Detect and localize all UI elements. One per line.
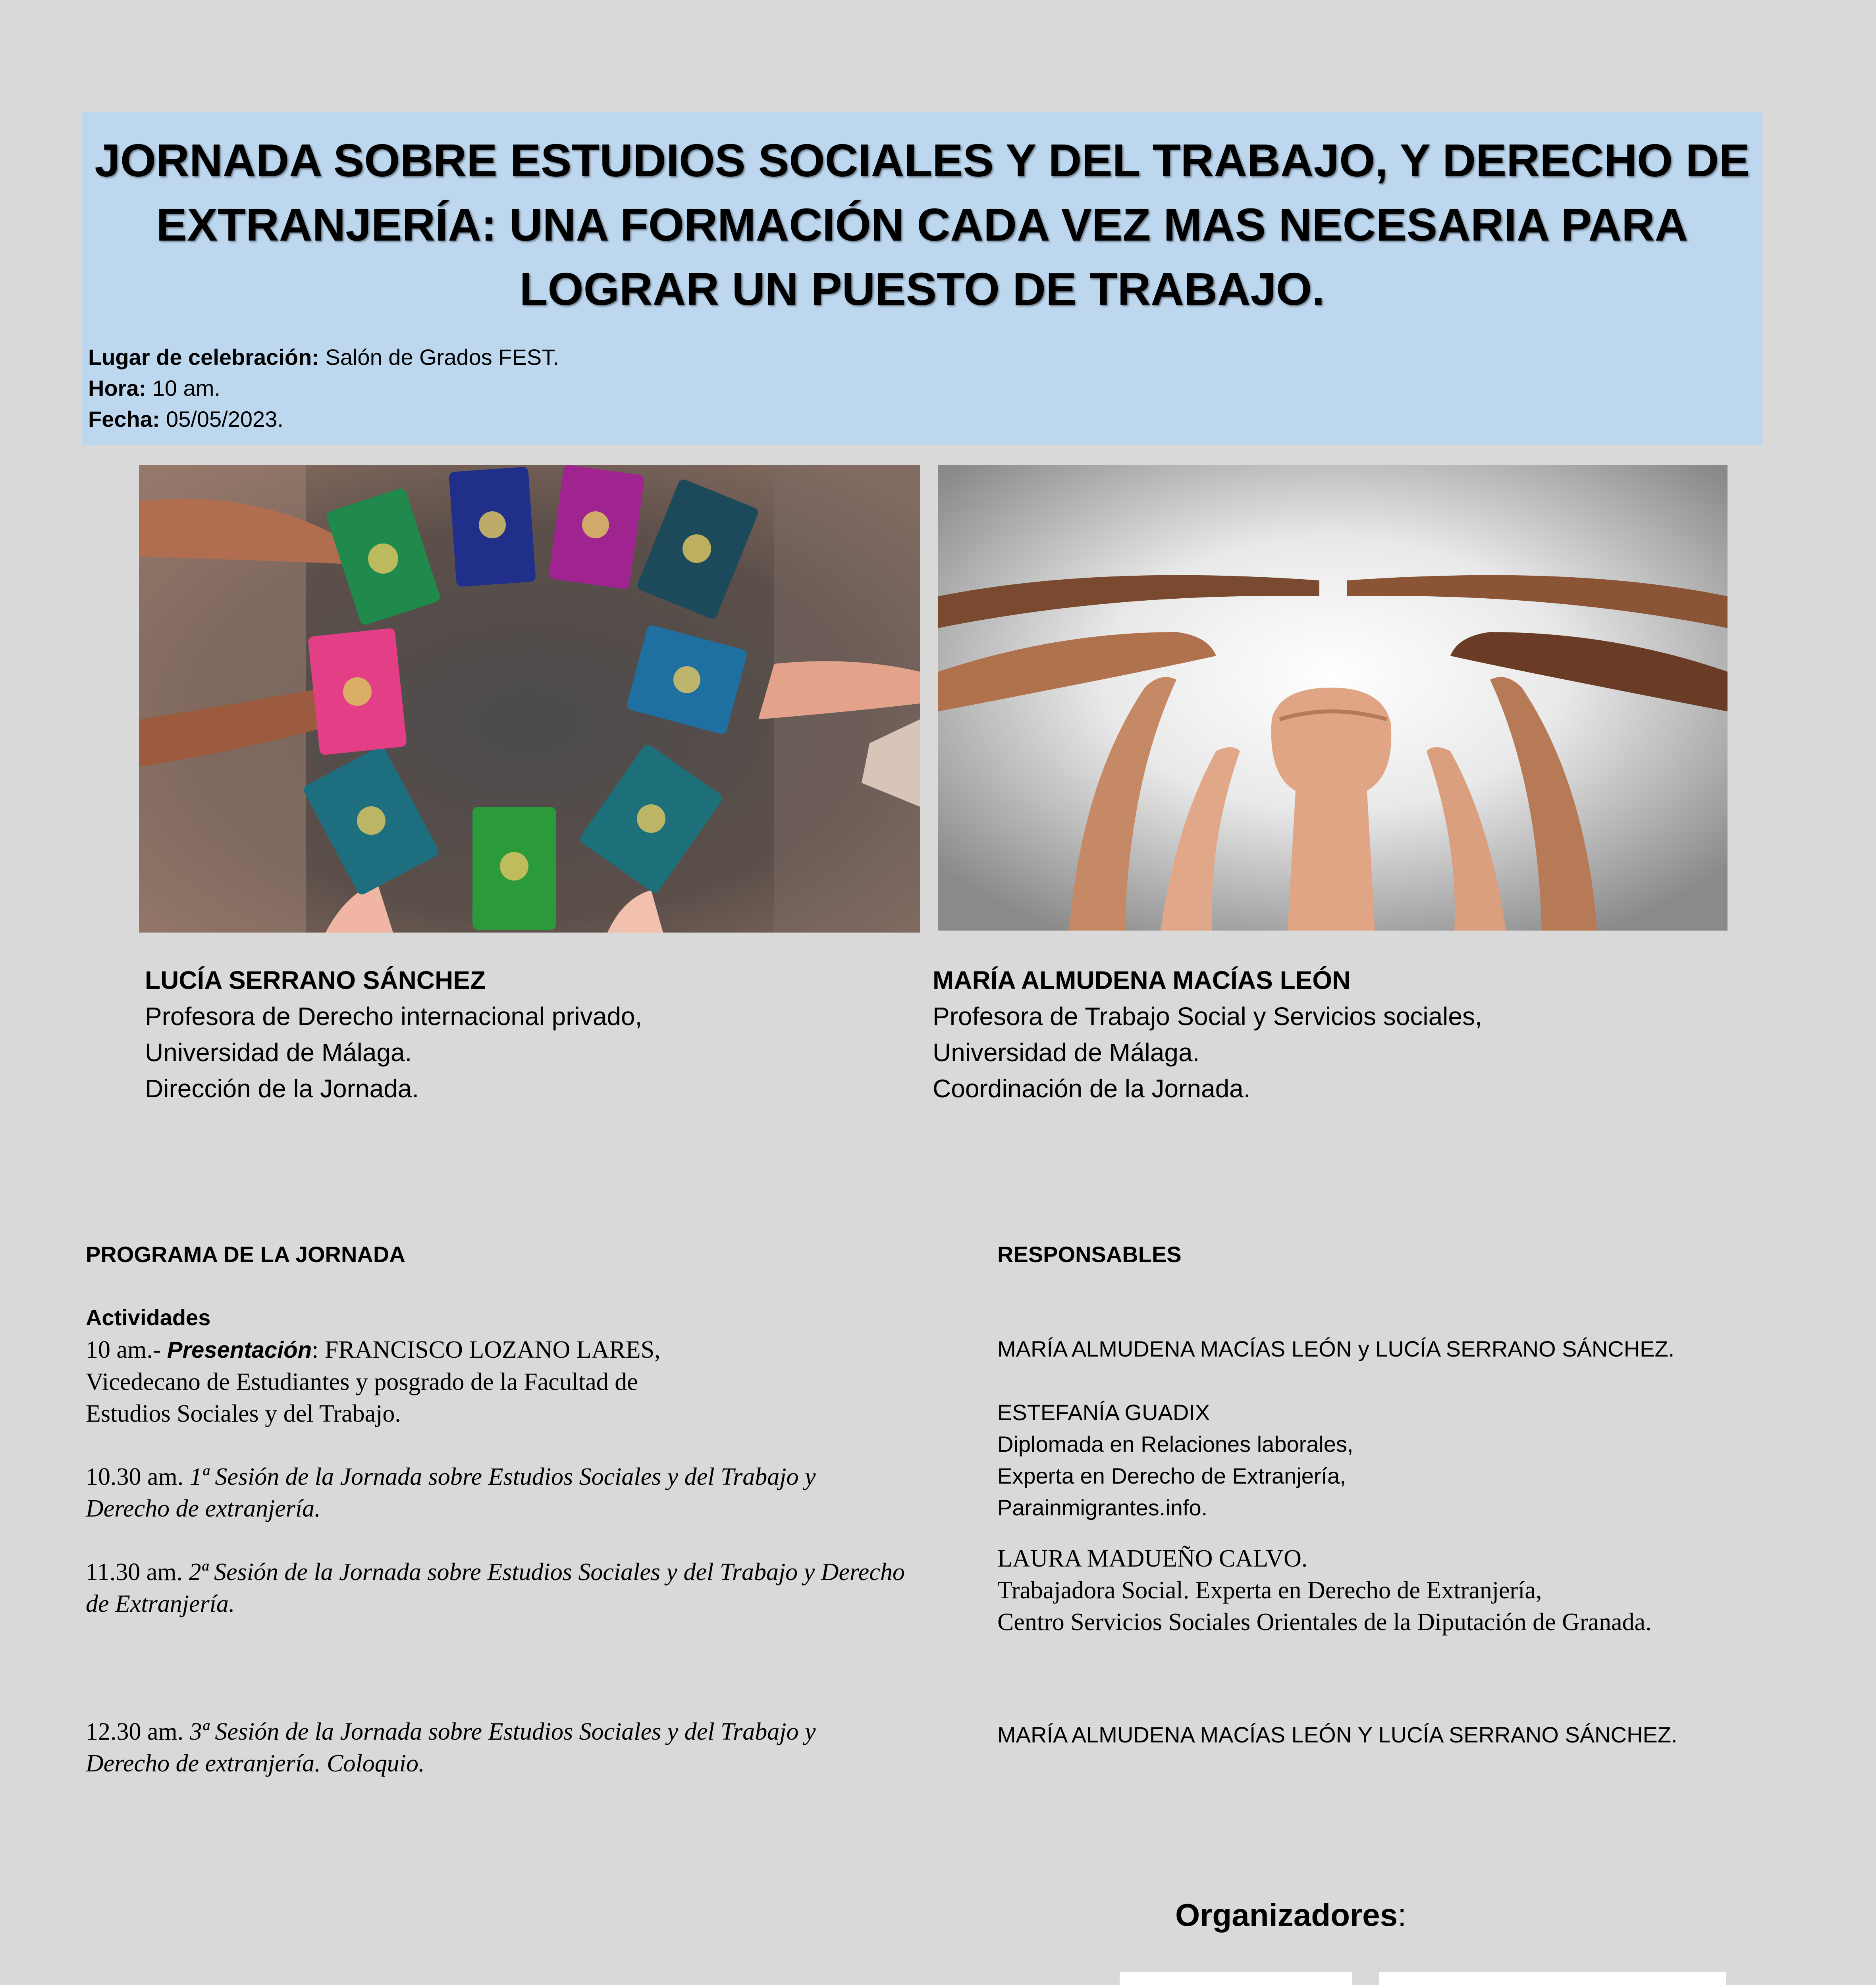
item4-line-1: 3ª Sesión de la Jornada sobre Estudios Sociales y del Trabajo y	[189, 1718, 816, 1745]
item1-text-3: Estudios Sociales y del Trabajo.	[86, 1400, 401, 1427]
speaker-1-institution: Universidad de Málaga.	[145, 1038, 412, 1067]
venue-label: Lugar de celebración:	[88, 345, 319, 370]
fest-people-icon	[1120, 1972, 1352, 1985]
time-value: 10 am.	[146, 376, 220, 401]
hands-photo	[938, 465, 1728, 931]
responsable-3-name: LAURA MADUEÑO CALVO.	[997, 1545, 1308, 1572]
item1-text-2: Vicedecano de Estudiantes y posgrado de la Facultad de	[86, 1368, 638, 1395]
speaker-2	[933, 962, 1482, 1107]
title-line-2: EXTRANJERÍA: UNA FORMACIÓN CADA VEZ MAS NECESARIA PARA	[156, 199, 1688, 251]
item3-time: 11.30 am.	[86, 1559, 189, 1586]
speaker-2-function: Coordinación de la Jornada.	[933, 1074, 1251, 1103]
header-banner	[82, 112, 1762, 445]
responsable-2-name: ESTEFANÍA GUADIX	[997, 1400, 1210, 1425]
speaker-1-function: Dirección de la Jornada.	[145, 1074, 419, 1103]
item2-line-1: 1ª Sesión de la Jornada sobre Estudios Sociales y del Trabajo y	[189, 1463, 816, 1490]
item2-line-2: Derecho de extranjería.	[86, 1495, 321, 1522]
title-line-3: LOGRAR UN PUESTO DE TRABAJO.	[519, 263, 1325, 315]
responsable-2	[997, 1397, 1353, 1524]
date-line	[88, 404, 283, 435]
speaker-2-name: MARÍA ALMUDENA MACÍAS LEÓN	[933, 966, 1351, 994]
program-item-presentation	[86, 1334, 661, 1430]
responsable-2-line-3: Parainmigrantes.info.	[997, 1495, 1208, 1520]
program-item-session-2	[86, 1556, 905, 1620]
activities-label: Actividades	[86, 1305, 211, 1330]
responsable-4: MARÍA ALMUDENA MACÍAS LEÓN Y LUCÍA SERRANO SÁNCHEZ.	[997, 1722, 1677, 1747]
venue-value: Salón de Grados FEST.	[319, 345, 559, 370]
date-label: Fecha:	[88, 407, 160, 432]
organizers-label-text: Organizadores	[1175, 1897, 1398, 1933]
organizers-label	[1175, 1897, 1406, 1933]
speaker-1-role: Profesora de Derecho internacional privado,	[145, 1002, 642, 1031]
time-label: Hora:	[88, 376, 147, 401]
speaker-1-name: LUCÍA SERRANO SÁNCHEZ	[145, 966, 486, 994]
title-line-1: JORNADA SOBRE ESTUDIOS SOCIALES Y DEL TRABAJO, Y DERECHO DE	[94, 135, 1750, 186]
responsable-1: MARÍA ALMUDENA MACÍAS LEÓN y LUCÍA SERRANO SÁNCHEZ.	[997, 1336, 1675, 1361]
item4-time: 12.30 am.	[86, 1718, 190, 1745]
date-value: 05/05/2023.	[160, 407, 283, 432]
speaker-2-role: Profesora de Trabajo Social y Servicios sociales,	[933, 1002, 1482, 1031]
speaker-2-institution: Universidad de Málaga.	[933, 1038, 1200, 1067]
program-item-session-1	[86, 1461, 816, 1524]
responsable-3-line-2: Centro Servicios Sociales Orientales de la Diputación de Granada.	[997, 1609, 1652, 1636]
responsable-3-line-1: Trabajadora Social. Experta en Derecho de Extranjería,	[997, 1577, 1542, 1604]
responsable-3	[997, 1543, 1652, 1638]
item1-label: Presentación	[167, 1337, 312, 1363]
responsable-2-line-2: Experta en Derecho de Extranjería,	[997, 1463, 1346, 1488]
responsables-heading: RESPONSABLES	[997, 1242, 1182, 1267]
program-item-session-3	[86, 1716, 816, 1779]
page-title	[82, 128, 1762, 321]
item4-line-2: Derecho de extranjería. Coloquio.	[86, 1750, 425, 1777]
item3-line-2: de Extranjería.	[86, 1590, 235, 1617]
responsable-2-line-1: Diplomada en Relaciones laborales,	[997, 1432, 1353, 1457]
item1-time: 10 am.-	[86, 1336, 167, 1363]
derecho-logo	[1379, 1972, 1726, 1985]
program-heading: PROGRAMA DE LA JORNADA	[86, 1242, 405, 1267]
venue-line	[88, 342, 559, 373]
item2-time: 10.30 am.	[86, 1463, 190, 1490]
time-line	[88, 373, 220, 404]
passports-photo	[139, 465, 920, 933]
fest-uma-logo	[1120, 1972, 1352, 1985]
organizers-colon: :	[1398, 1897, 1407, 1933]
item1-text-1: : FRANCISCO LOZANO LARES,	[312, 1336, 661, 1363]
speaker-1	[145, 962, 642, 1107]
item3-line-1: 2ª Sesión de la Jornada sobre Estudios Sociales y del Trabajo y Derecho	[189, 1559, 905, 1586]
